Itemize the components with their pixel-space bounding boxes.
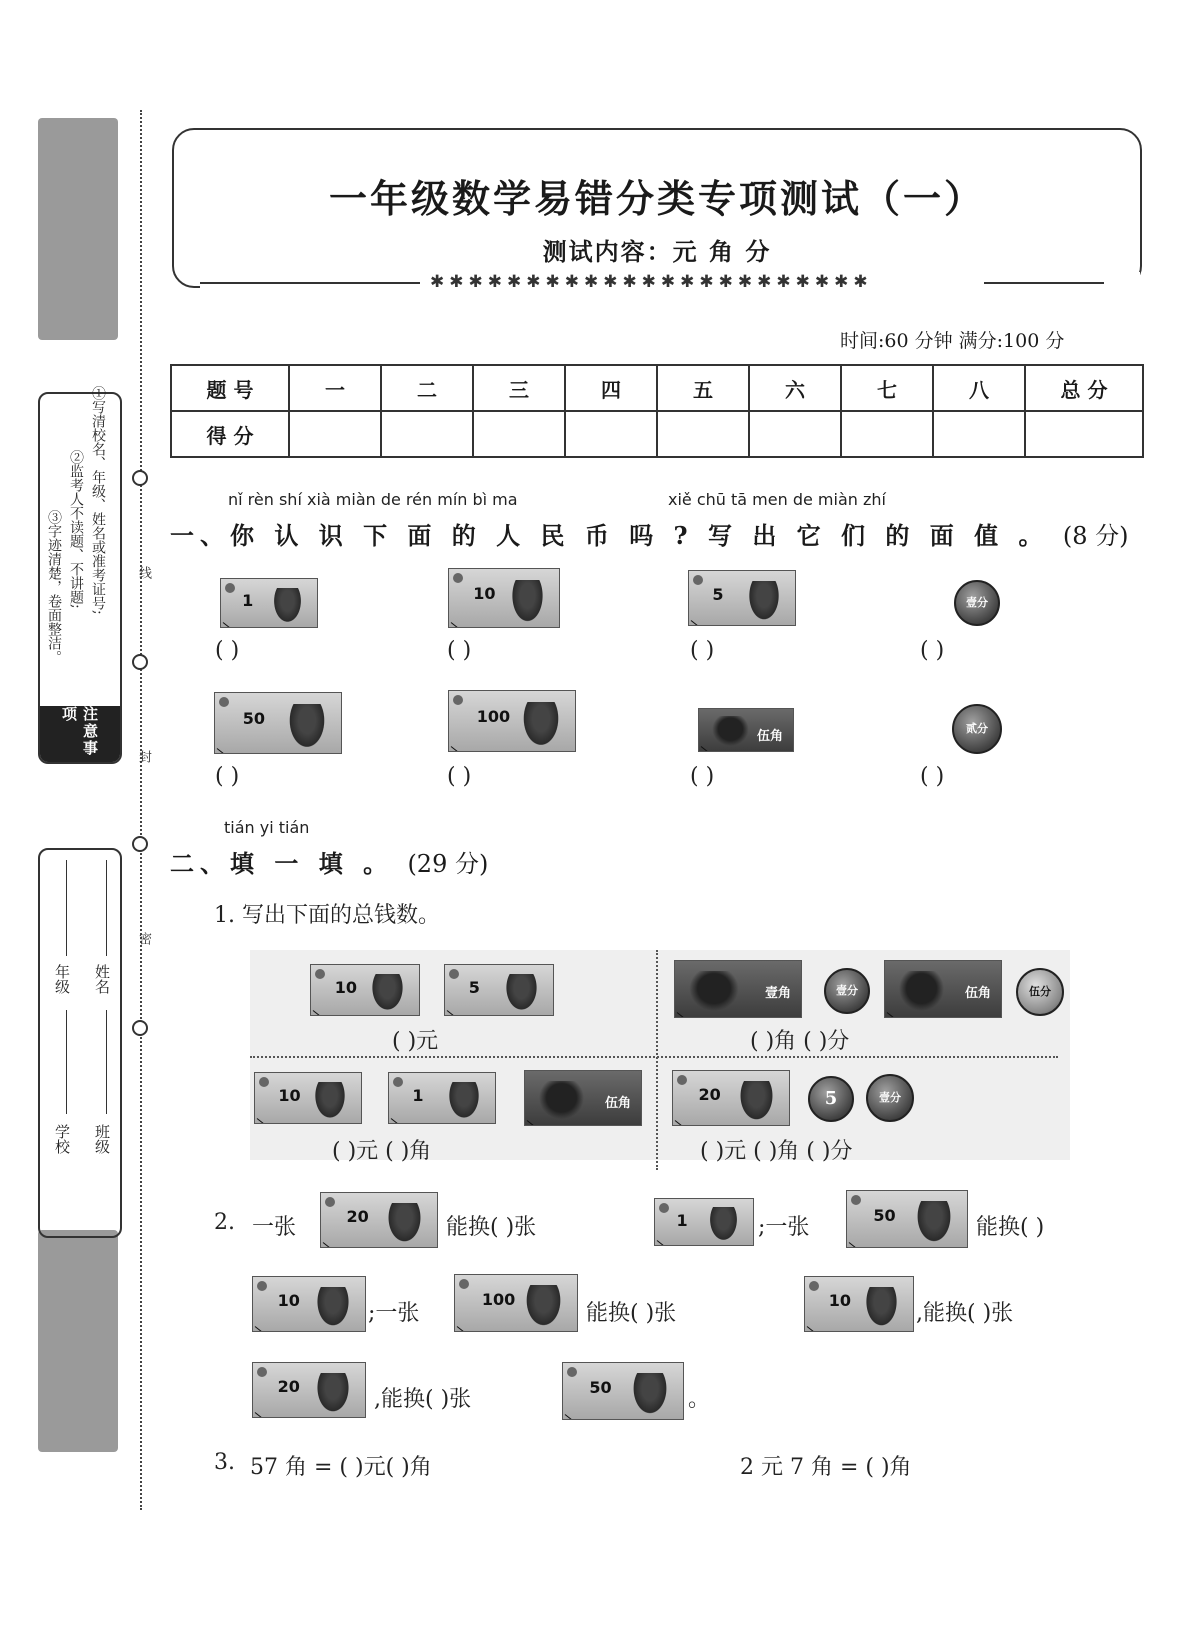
- field-name-line[interactable]: [106, 860, 107, 956]
- q2-banknote-50-b: [562, 1362, 684, 1420]
- banknote-value: 20: [346, 1207, 369, 1227]
- q2-banknote-20-b: [252, 1362, 366, 1418]
- notice-title: 注意事项: [40, 706, 120, 762]
- field-grade-label: 年级: [53, 964, 71, 994]
- section2-heading: [170, 844, 488, 879]
- q2-blank-2[interactable]: 能换( ): [976, 1215, 1045, 1240]
- binding-dotted-line: [140, 110, 142, 1510]
- star-row: ✱✱✱✱✱✱✱✱✱✱✱✱✱✱✱✱✱✱✱✱✱✱✱: [430, 272, 873, 292]
- score-col-6: 六: [749, 365, 841, 411]
- score-col-3: 三: [473, 365, 565, 411]
- q2-text-5: ;一张: [368, 1301, 420, 1326]
- banknote-value: 伍角: [604, 1095, 631, 1111]
- answer-blank-8[interactable]: ( ): [920, 764, 945, 789]
- banknote-value: 100: [476, 706, 511, 726]
- score-table: [170, 364, 1144, 458]
- q2-text-1: 一张: [252, 1215, 297, 1240]
- q1b-banknote-5-jiao: [884, 960, 1002, 1018]
- q1c-banknote-1: [388, 1072, 496, 1124]
- q2-banknote-10-a: [252, 1276, 366, 1332]
- score-cell-4[interactable]: [565, 411, 657, 457]
- q1c-banknote-10: [254, 1072, 362, 1124]
- field-class-label: 班级: [93, 1124, 111, 1154]
- binding-hole-2: [132, 654, 148, 670]
- answer-blank-3[interactable]: ( ): [690, 638, 715, 663]
- score-cell-5[interactable]: [657, 411, 749, 457]
- notice-item-3: ③字迹清楚，卷面整洁。: [46, 510, 62, 664]
- score-cell-total[interactable]: [1025, 411, 1143, 457]
- score-table-header-row: [171, 365, 1143, 411]
- coin-2-fen: 贰分: [952, 704, 1002, 754]
- score-col-8: 八: [933, 365, 1025, 411]
- student-info-box: [38, 848, 122, 1238]
- banknote-value: 1: [242, 591, 254, 611]
- q1d-answer[interactable]: ( )元 ( )角 ( )分: [700, 1139, 853, 1164]
- banknote-10-yuan: [448, 568, 560, 628]
- decoration-line-right: [984, 282, 1104, 284]
- field-school-line[interactable]: [66, 1010, 67, 1114]
- section1-pinyin-a: nǐ rèn shí xià miàn de rén mín bì ma: [228, 490, 518, 509]
- banknote-value: 20: [698, 1085, 721, 1105]
- banknote-5-yuan: [688, 570, 796, 626]
- q2-banknote-20-a: [320, 1192, 438, 1248]
- field-grade-line[interactable]: [66, 860, 67, 956]
- banknote-value: 10: [828, 1291, 852, 1311]
- q2-blank-1[interactable]: 能换( )张: [446, 1215, 537, 1240]
- banknote-value: 10: [278, 1086, 301, 1105]
- banknote-value: 20: [277, 1377, 300, 1397]
- banknote-5-jiao: [698, 708, 794, 752]
- banknote-value: 50: [589, 1377, 612, 1397]
- binding-hole-3: [132, 836, 148, 852]
- binding-char-feng: 封: [136, 750, 151, 763]
- q1-divider-horizontal: [250, 1056, 1058, 1058]
- score-row-label: 得 分: [171, 411, 289, 457]
- binding-gray-block-bottom: [38, 1230, 118, 1452]
- score-col-7: 七: [841, 365, 933, 411]
- banknote-value: 50: [873, 1205, 896, 1225]
- q1a-banknote-5: [444, 964, 554, 1016]
- q1b-coin-5-fen: 伍分: [1016, 968, 1064, 1016]
- score-col-4: 四: [565, 365, 657, 411]
- section1-heading-text: 一、你 认 识 下 面 的 人 民 币 吗 ? 写 出 它 们 的 面 值 。: [170, 521, 1049, 550]
- q1-label: 1. 写出下面的总钱数。: [214, 903, 440, 928]
- q2-end-mark: 。: [688, 1387, 711, 1412]
- section1-pinyin-b: xiě chū tā men de miàn zhí: [668, 490, 886, 509]
- time-score-info: 时间:60 分钟 满分:100 分: [840, 330, 1065, 352]
- q2-blank-3[interactable]: 能换( )张: [586, 1301, 677, 1326]
- score-cell-3[interactable]: [473, 411, 565, 457]
- answer-blank-2[interactable]: ( ): [447, 638, 472, 663]
- banknote-value: 100: [481, 1289, 516, 1309]
- score-cell-1[interactable]: [289, 411, 381, 457]
- banknote-value: 壹角: [764, 986, 791, 1002]
- q3-label: 3.: [214, 1450, 235, 1475]
- score-col-2: 二: [381, 365, 473, 411]
- score-table-score-row: [171, 411, 1143, 457]
- q1c-answer[interactable]: ( )元 ( )角: [332, 1139, 432, 1164]
- section1-score: (8 分): [1062, 522, 1129, 550]
- q1d-banknote-20: [672, 1070, 790, 1126]
- answer-blank-7[interactable]: ( ): [690, 764, 715, 789]
- q2-label: 2.: [214, 1210, 235, 1235]
- score-cell-6[interactable]: [749, 411, 841, 457]
- q1a-answer[interactable]: ( )元: [392, 1029, 439, 1054]
- q1a-banknote-10: [310, 964, 420, 1016]
- field-school-label: 学校: [53, 1124, 71, 1154]
- q1-divider-vertical: [656, 950, 658, 1170]
- field-class-line[interactable]: [106, 1010, 107, 1114]
- notice-item-2: ②监考人不读题、不讲题;: [68, 450, 84, 609]
- answer-blank-5[interactable]: ( ): [215, 764, 240, 789]
- banknote-50-yuan: [214, 692, 342, 754]
- banknote-value: 10: [334, 978, 358, 997]
- q1d-coin-5: 5: [808, 1076, 854, 1122]
- q3-problem-b[interactable]: 2 元 7 角 = ( )角: [740, 1455, 912, 1480]
- banknote-value: 10: [473, 584, 496, 604]
- page-title: 一年级数学易错分类专项测试（一）: [328, 176, 985, 221]
- score-cell-8[interactable]: [933, 411, 1025, 457]
- answer-blank-4[interactable]: ( ): [920, 638, 945, 663]
- decoration-line-left: [200, 282, 420, 284]
- score-cell-2[interactable]: [381, 411, 473, 457]
- q2-text-3: ;一张: [758, 1215, 810, 1240]
- binding-gray-block-top: [38, 118, 118, 340]
- banknote-value: 1: [412, 1086, 424, 1105]
- field-name-label: 姓名: [93, 964, 111, 994]
- binding-char-xian: 线: [136, 566, 151, 579]
- coin-1-fen: 壹分: [954, 580, 1000, 626]
- q2-banknote-50-a: [846, 1190, 968, 1248]
- q1c-banknote-5-jiao: [524, 1070, 642, 1126]
- banknote-value: 50: [242, 708, 265, 728]
- banknote-100-yuan: [448, 690, 576, 752]
- score-col-label: 题 号: [171, 365, 289, 411]
- score-cell-7[interactable]: [841, 411, 933, 457]
- banknote-value: 伍角: [964, 986, 991, 1002]
- answer-blank-1[interactable]: ( ): [215, 638, 240, 663]
- score-col-total: 总 分: [1025, 365, 1143, 411]
- q1b-banknote-1-jiao: [674, 960, 802, 1018]
- banknote-value: 5: [468, 978, 480, 997]
- q2-banknote-1: [654, 1198, 754, 1246]
- section2-pinyin: tián yi tián: [224, 818, 310, 837]
- section1-heading: [170, 516, 1128, 551]
- q3-problem-a[interactable]: 57 角 = ( )元( )角: [250, 1455, 432, 1480]
- score-col-1: 一: [289, 365, 381, 411]
- binding-hole-1: [132, 470, 148, 486]
- answer-blank-6[interactable]: ( ): [447, 764, 472, 789]
- section2-heading-text: 二、填 一 填 。: [170, 849, 394, 878]
- header-decoration: [200, 272, 1140, 294]
- notice-item-1: ①写清校名、年级、姓名或准考证号;: [90, 386, 106, 615]
- q2-blank-5[interactable]: ,能换( )张: [374, 1387, 472, 1412]
- score-col-5: 五: [657, 365, 749, 411]
- q2-blank-4[interactable]: ,能换( )张: [916, 1301, 1014, 1326]
- binding-hole-4: [132, 1020, 148, 1036]
- q1b-coin-1-fen: 壹分: [824, 968, 870, 1014]
- q2-banknote-100: [454, 1274, 578, 1332]
- section2-score: (29 分): [407, 850, 489, 878]
- page-subtitle: 测试内容：元 角 分: [542, 237, 772, 266]
- q2-banknote-10-b: [804, 1276, 914, 1332]
- banknote-value: 10: [277, 1291, 300, 1311]
- banknote-value: 伍角: [756, 728, 783, 744]
- q1b-answer[interactable]: ( )角 ( )分: [750, 1029, 850, 1054]
- binding-char-mi: 密: [136, 932, 151, 945]
- q1d-coin-1-fen: 壹分: [866, 1074, 914, 1122]
- banknote-value: 5: [712, 585, 724, 605]
- banknote-1-yuan: [220, 578, 318, 628]
- banknote-value: 1: [676, 1210, 688, 1230]
